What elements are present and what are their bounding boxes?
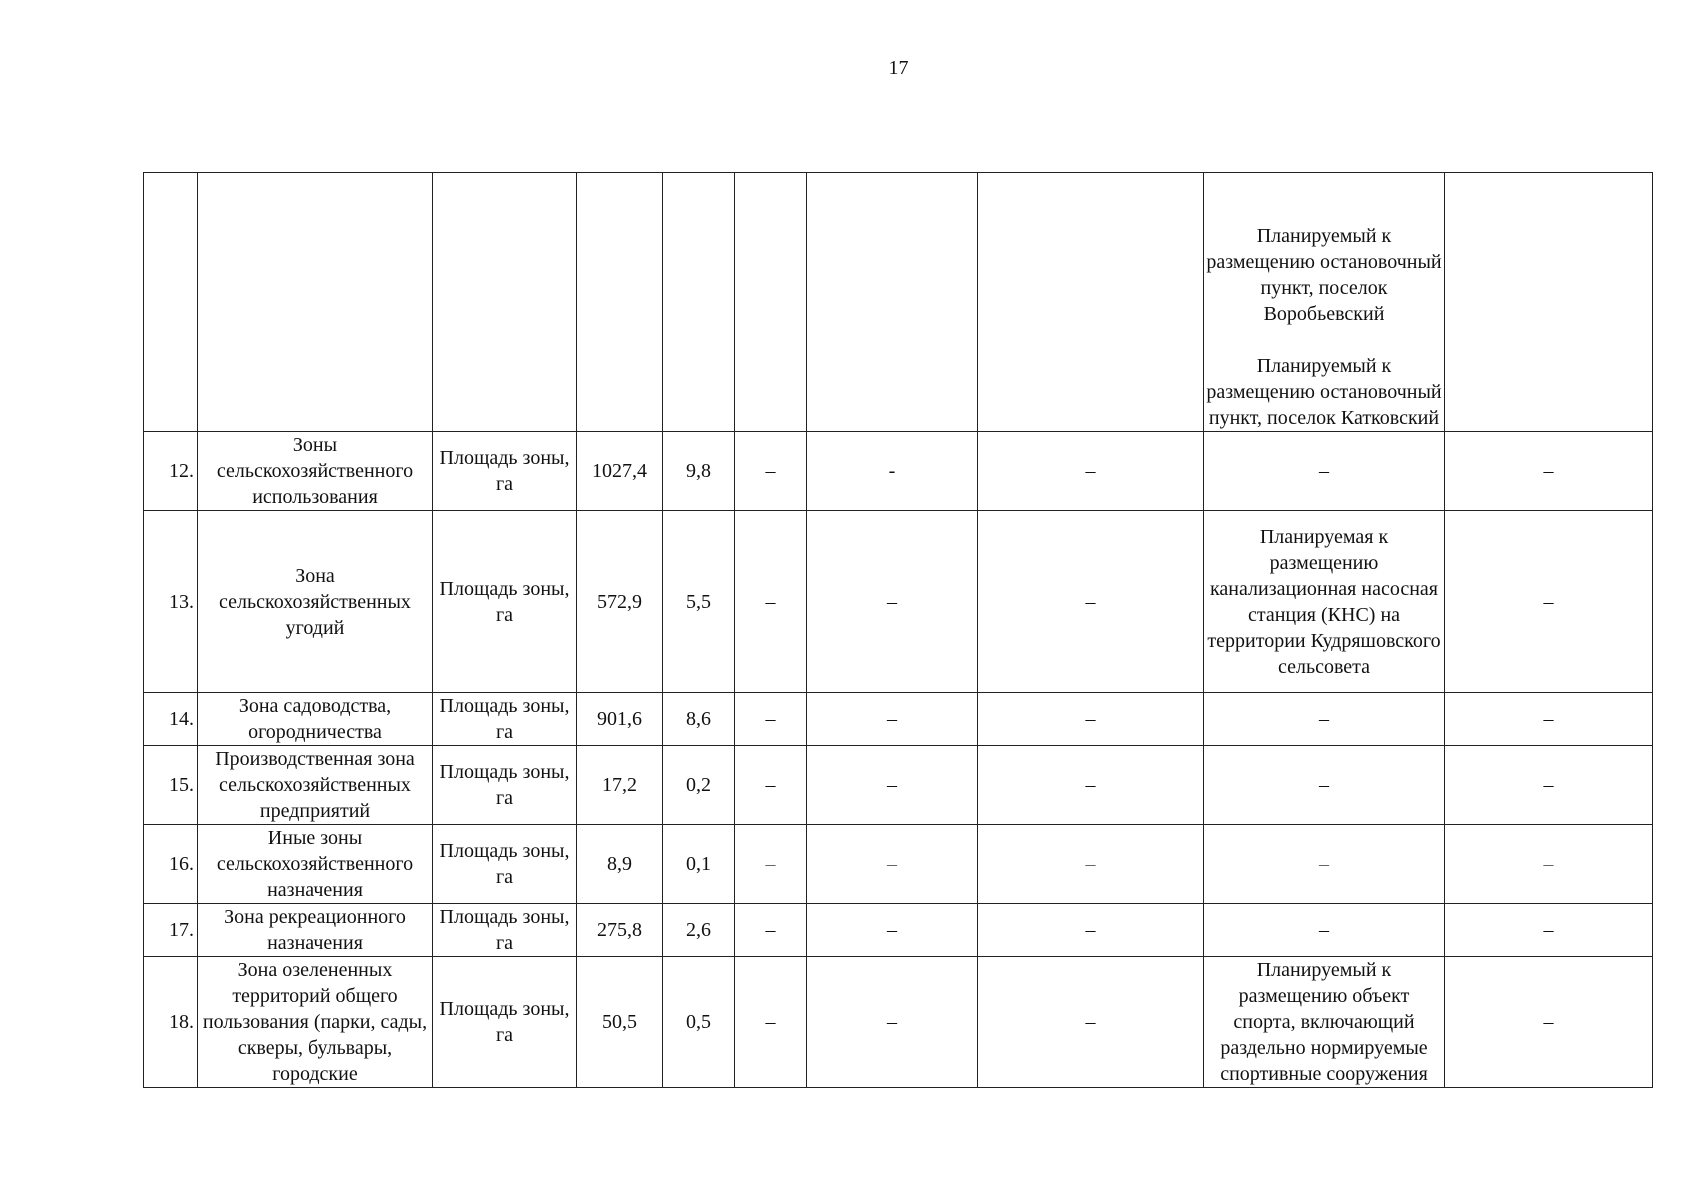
area-value: 8,9 [577, 825, 663, 904]
parameter: Площадь зоны, га [433, 746, 577, 825]
col7-value: – [807, 746, 978, 825]
col8-value: – [978, 693, 1204, 746]
planned-objects-value: – [1204, 746, 1445, 825]
col10-value: – [1445, 511, 1653, 693]
parameter: Площадь зоны, га [433, 904, 577, 957]
percent-value: 0,1 [663, 825, 735, 904]
col10-value: – [1445, 432, 1653, 511]
col7-value: – [807, 693, 978, 746]
col6-value: – [735, 746, 807, 825]
col7-value: – [807, 957, 978, 1088]
parameter: Площадь зоны, га [433, 432, 577, 511]
area-value: 572,9 [577, 511, 663, 693]
row-number: 12. [144, 432, 198, 511]
zone-name: Зона садоводства, огородничества [198, 693, 433, 746]
percent-cell [663, 173, 735, 432]
table-row [144, 693, 1653, 746]
area-cell [577, 173, 663, 432]
col8-value: – [978, 957, 1204, 1088]
parameter: Площадь зоны, га [433, 511, 577, 693]
planned-objects-value: Планируемый к размещению объект спорта, включающий раздельно нормируемые спортивные сооружения [1204, 957, 1445, 1088]
table-row [144, 511, 1653, 693]
zone-name: Зона рекреационного назначения [198, 904, 433, 957]
percent-value: 9,8 [663, 432, 735, 511]
zone-name: Производственная зона сельскохозяйственных предприятий [198, 746, 433, 825]
area-value: 17,2 [577, 746, 663, 825]
col10-value: – [1445, 693, 1653, 746]
col7-value: – [807, 511, 978, 693]
row-number: 14. [144, 693, 198, 746]
col8-cell [978, 173, 1204, 432]
col6-value: – [735, 511, 807, 693]
col10-value: – [1445, 904, 1653, 957]
row-number: 17. [144, 904, 198, 957]
zones-table [143, 172, 1653, 1088]
zone-name: Иные зоны сельскохозяйственного назначения [198, 825, 433, 904]
col8-value: – [978, 825, 1204, 904]
percent-value: 2,6 [663, 904, 735, 957]
col8-value: – [978, 904, 1204, 957]
parameter: Площадь зоны, га [433, 957, 577, 1088]
col8-value: – [978, 432, 1204, 511]
row-number: 15. [144, 746, 198, 825]
table-row [144, 746, 1653, 825]
col6-value: – [735, 693, 807, 746]
zone-name: Зоны сельскохозяйственного использования [198, 432, 433, 511]
col7-cell [807, 173, 978, 432]
param-cell [433, 173, 577, 432]
percent-value: 0,5 [663, 957, 735, 1088]
planned-object-note: Планируемый к размещению остановочный пункт, поселок Воробьевский [1206, 225, 1442, 325]
table-row [144, 432, 1653, 511]
col6-cell [735, 173, 807, 432]
area-value: 275,8 [577, 904, 663, 957]
planned-objects-value: – [1204, 904, 1445, 957]
percent-value: 8,6 [663, 693, 735, 746]
row-number: 18. [144, 957, 198, 1088]
table-row-continuation [144, 173, 1653, 432]
col10-value: – [1445, 825, 1653, 904]
zone-cell [198, 173, 433, 432]
num-cell [144, 173, 198, 432]
row-number: 16. [144, 825, 198, 904]
zone-name: Зона сельскохозяйственных угодий [198, 511, 433, 693]
row-number: 13. [144, 511, 198, 693]
planned-objects-value: – [1204, 432, 1445, 511]
col7-value: – [807, 904, 978, 957]
col10-cell [1445, 173, 1653, 432]
area-value: 50,5 [577, 957, 663, 1088]
table-row [144, 904, 1653, 957]
percent-value: 0,2 [663, 746, 735, 825]
col8-value: – [978, 511, 1204, 693]
area-value: 1027,4 [577, 432, 663, 511]
col7-value: - [807, 432, 978, 511]
col8-value: – [978, 746, 1204, 825]
planned-objects-cell [1204, 173, 1445, 432]
col10-value: – [1445, 746, 1653, 825]
table-row [144, 957, 1653, 1088]
col10-value: – [1445, 957, 1653, 1088]
col6-value: – [735, 432, 807, 511]
area-value: 901,6 [577, 693, 663, 746]
col6-value: – [735, 957, 807, 1088]
parameter: Площадь зоны, га [433, 693, 577, 746]
col6-value: – [735, 904, 807, 957]
zone-name: Зона озелененных территорий общего пользования (парки, сады, скверы, бульвары, городские [198, 957, 433, 1088]
page-number: 17 [888, 57, 909, 79]
planned-objects-value: Планируемая к размещению канализационная насосная станция (КНС) на территории Кудряшовского сельсовета [1204, 511, 1445, 693]
col7-value: – [807, 825, 978, 904]
percent-value: 5,5 [663, 511, 735, 693]
col6-value: – [735, 825, 807, 904]
planned-object-note: Планируемый к размещению остановочный пункт, поселок Катковский [1206, 355, 1442, 429]
parameter: Площадь зоны, га [433, 825, 577, 904]
planned-objects-value: – [1204, 693, 1445, 746]
planned-objects-value: – [1204, 825, 1445, 904]
table-row [144, 825, 1653, 904]
